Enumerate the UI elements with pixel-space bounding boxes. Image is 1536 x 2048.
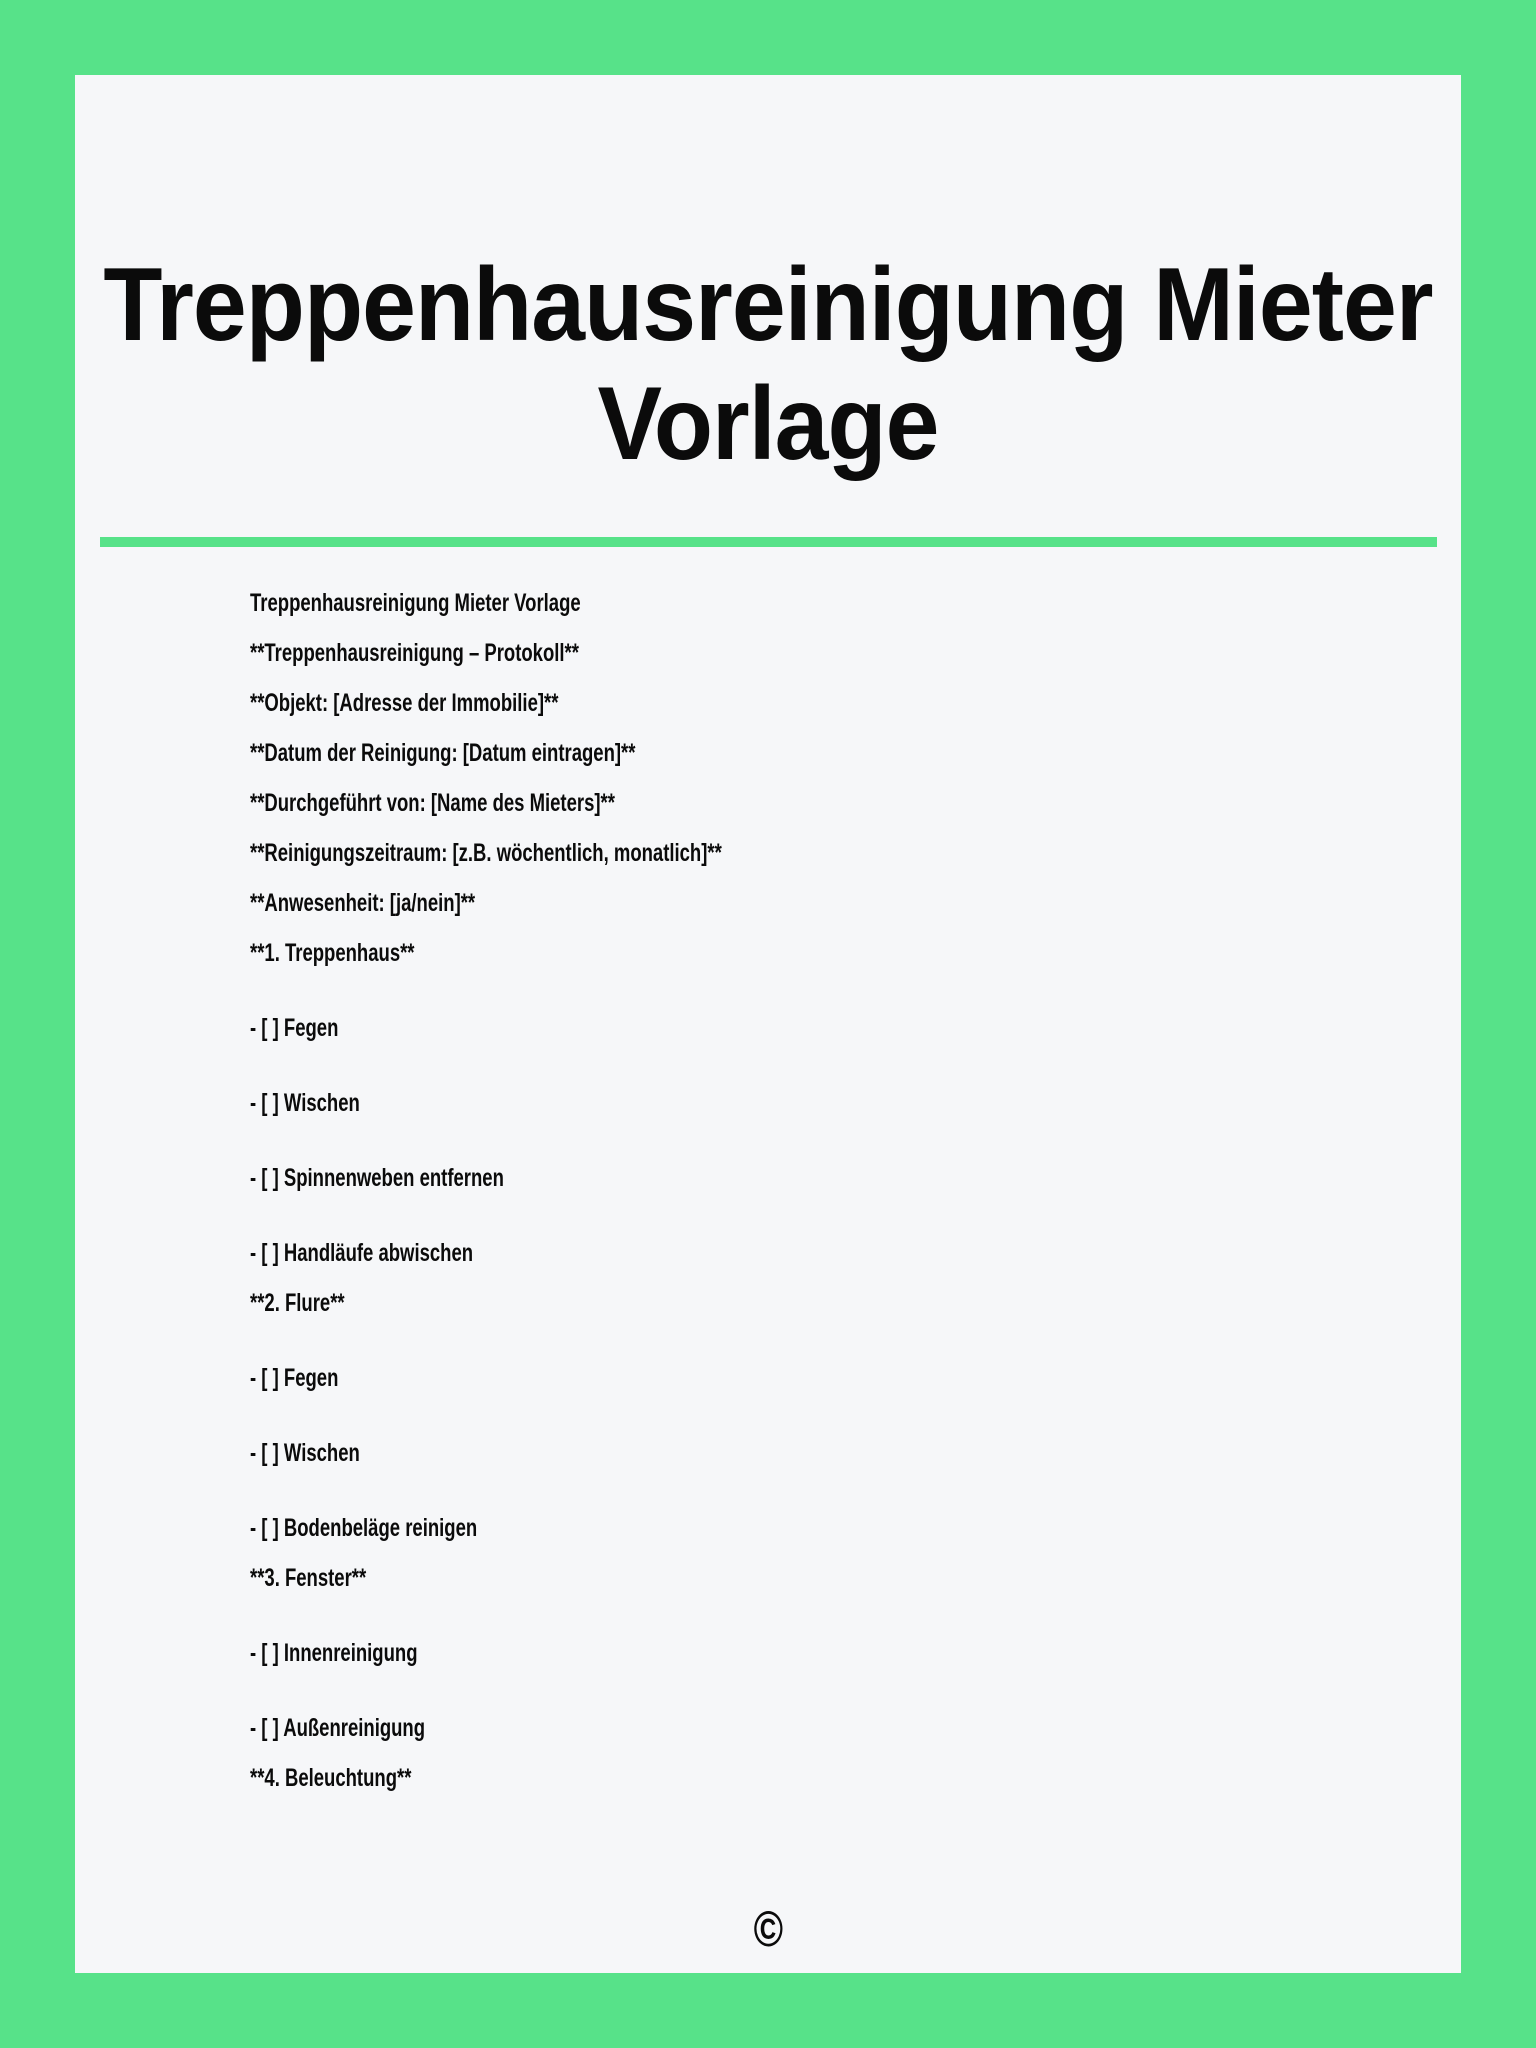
doc-line-checkbox <box>250 1163 593 1193</box>
document-body <box>250 588 888 1813</box>
doc-line-text: - [ ] Fegen <box>250 1364 339 1392</box>
doc-line <box>250 1563 407 1593</box>
doc-line-text: Treppenhausreinigung Mieter Vorlage <box>250 589 581 617</box>
doc-line <box>250 1288 378 1318</box>
doc-line-text: - [ ] Handläufe abwischen <box>250 1239 474 1267</box>
doc-line-text: **Anwesenheit: [ja/nein]** <box>250 889 476 917</box>
doc-line-text: - [ ] Fegen <box>250 1014 339 1042</box>
copyright-glyph: © <box>753 1901 783 1957</box>
title-divider <box>100 537 1437 547</box>
doc-line <box>250 888 554 918</box>
doc-line <box>250 938 472 968</box>
doc-line-text: **4. Beleuchtung** <box>250 1764 412 1792</box>
doc-line-text: **Treppenhausreinigung – Protokoll** <box>250 639 579 667</box>
doc-line-text: - [ ] Spinnenweben entfernen <box>250 1164 504 1192</box>
doc-line-text: **Durchgeführt von: [Name des Mieters]** <box>250 789 615 817</box>
doc-line-text: **Reinigungszeitraum: [z.B. wöchentlich, monatlich]** <box>250 839 722 867</box>
doc-line-checkbox <box>250 1238 551 1268</box>
doc-line-text: - [ ] Wischen <box>250 1089 360 1117</box>
doc-line-checkbox <box>250 1513 557 1543</box>
doc-line-text: **1. Treppenhaus** <box>250 939 415 967</box>
doc-line-checkbox <box>250 1438 398 1468</box>
page-title-line-2: Vorlage <box>597 366 939 482</box>
doc-line-text: - [ ] Bodenbeläge reinigen <box>250 1514 478 1542</box>
doc-line-checkbox <box>250 1713 487 1743</box>
doc-line-text: **Objekt: [Adresse der Immobilie]** <box>250 689 559 717</box>
doc-line <box>250 738 771 768</box>
doc-line <box>250 638 695 668</box>
doc-line-checkbox <box>250 1638 476 1668</box>
doc-line-text: **2. Flure** <box>250 1289 345 1317</box>
doc-line <box>250 688 667 718</box>
doc-line-checkbox <box>250 1363 369 1393</box>
doc-line-text: - [ ] Außenreinigung <box>250 1714 426 1742</box>
doc-line-text: **3. Fenster** <box>250 1564 367 1592</box>
doc-line-text: - [ ] Wischen <box>250 1439 360 1467</box>
doc-line-text: **Datum der Reinigung: [Datum eintragen]** <box>250 739 636 767</box>
doc-line-checkbox <box>250 1013 369 1043</box>
doc-line <box>250 588 697 618</box>
copyright-symbol <box>0 1903 1536 1955</box>
doc-line <box>250 1763 468 1793</box>
page-title-line-1: Treppenhausreinigung Mieter <box>103 247 1433 363</box>
doc-line <box>250 838 888 868</box>
page-title <box>0 246 1536 484</box>
doc-line-text: - [ ] Innenreinigung <box>250 1639 418 1667</box>
doc-line-checkbox <box>250 1088 398 1118</box>
doc-line <box>250 788 743 818</box>
